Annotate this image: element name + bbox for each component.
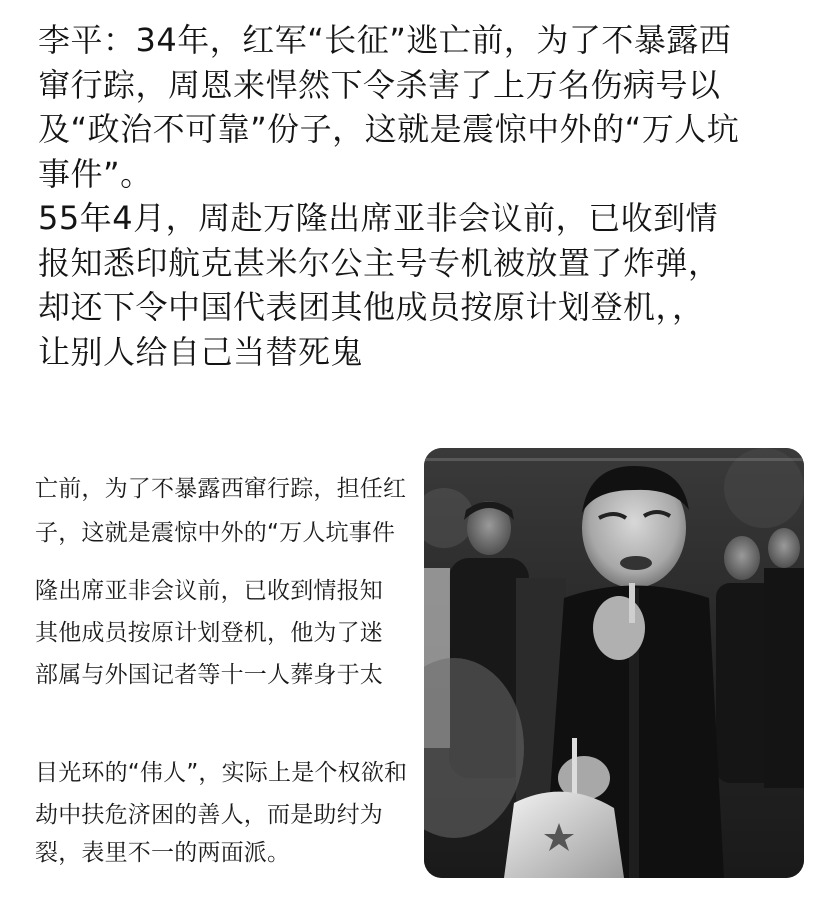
post-line: 让别人给自己当替死鬼	[38, 332, 364, 371]
screenshot-text-line: 劫中扶危济困的善人，而是助纣为	[35, 802, 383, 828]
post-line: 报知悉印航克甚米尔公主号专机被放置了炸弹，	[38, 243, 721, 282]
article-screenshot-image[interactable]	[30, 448, 450, 878]
screenshot-text-line: 部属与外国记者等十一人葬身于太	[35, 662, 383, 688]
post-line: 事件”。	[38, 154, 153, 193]
post-line: 李平：34年，红军“长征”逃亡前，为了不暴露西	[38, 21, 732, 59]
post-line: 却还下令中国代表团其他成员按原计划登机，，	[38, 288, 705, 326]
screenshot-text-line: 子，这就是震惊中外的“万人坑事件	[35, 520, 396, 546]
historical-photo[interactable]	[424, 448, 804, 878]
post-line: 及“政治不可靠”份子，这就是震惊中外的“万人坑	[38, 110, 740, 148]
screenshot-text-line: 目光环的“伟人”，实际上是个权欲和	[35, 760, 408, 786]
screenshot-text-line: 裂，表里不一的两面派。	[35, 840, 291, 866]
post-line: 窜行踪，周恩来悍然下令杀害了上万名伤病号以	[38, 65, 721, 104]
screenshot-text-line: 其他成员按原计划登机，他为了迷	[35, 620, 383, 646]
post-body-text	[38, 18, 808, 374]
post-line: 55年4月，周赴万隆出席亚非会议前，已收到情	[38, 199, 719, 237]
screenshot-text-line: 亡前，为了不暴露西窜行踪，担任红	[35, 476, 407, 502]
screenshot-text-line: 隆出席亚非会议前，已收到情报知	[35, 578, 383, 604]
photo-illustration	[424, 448, 804, 878]
